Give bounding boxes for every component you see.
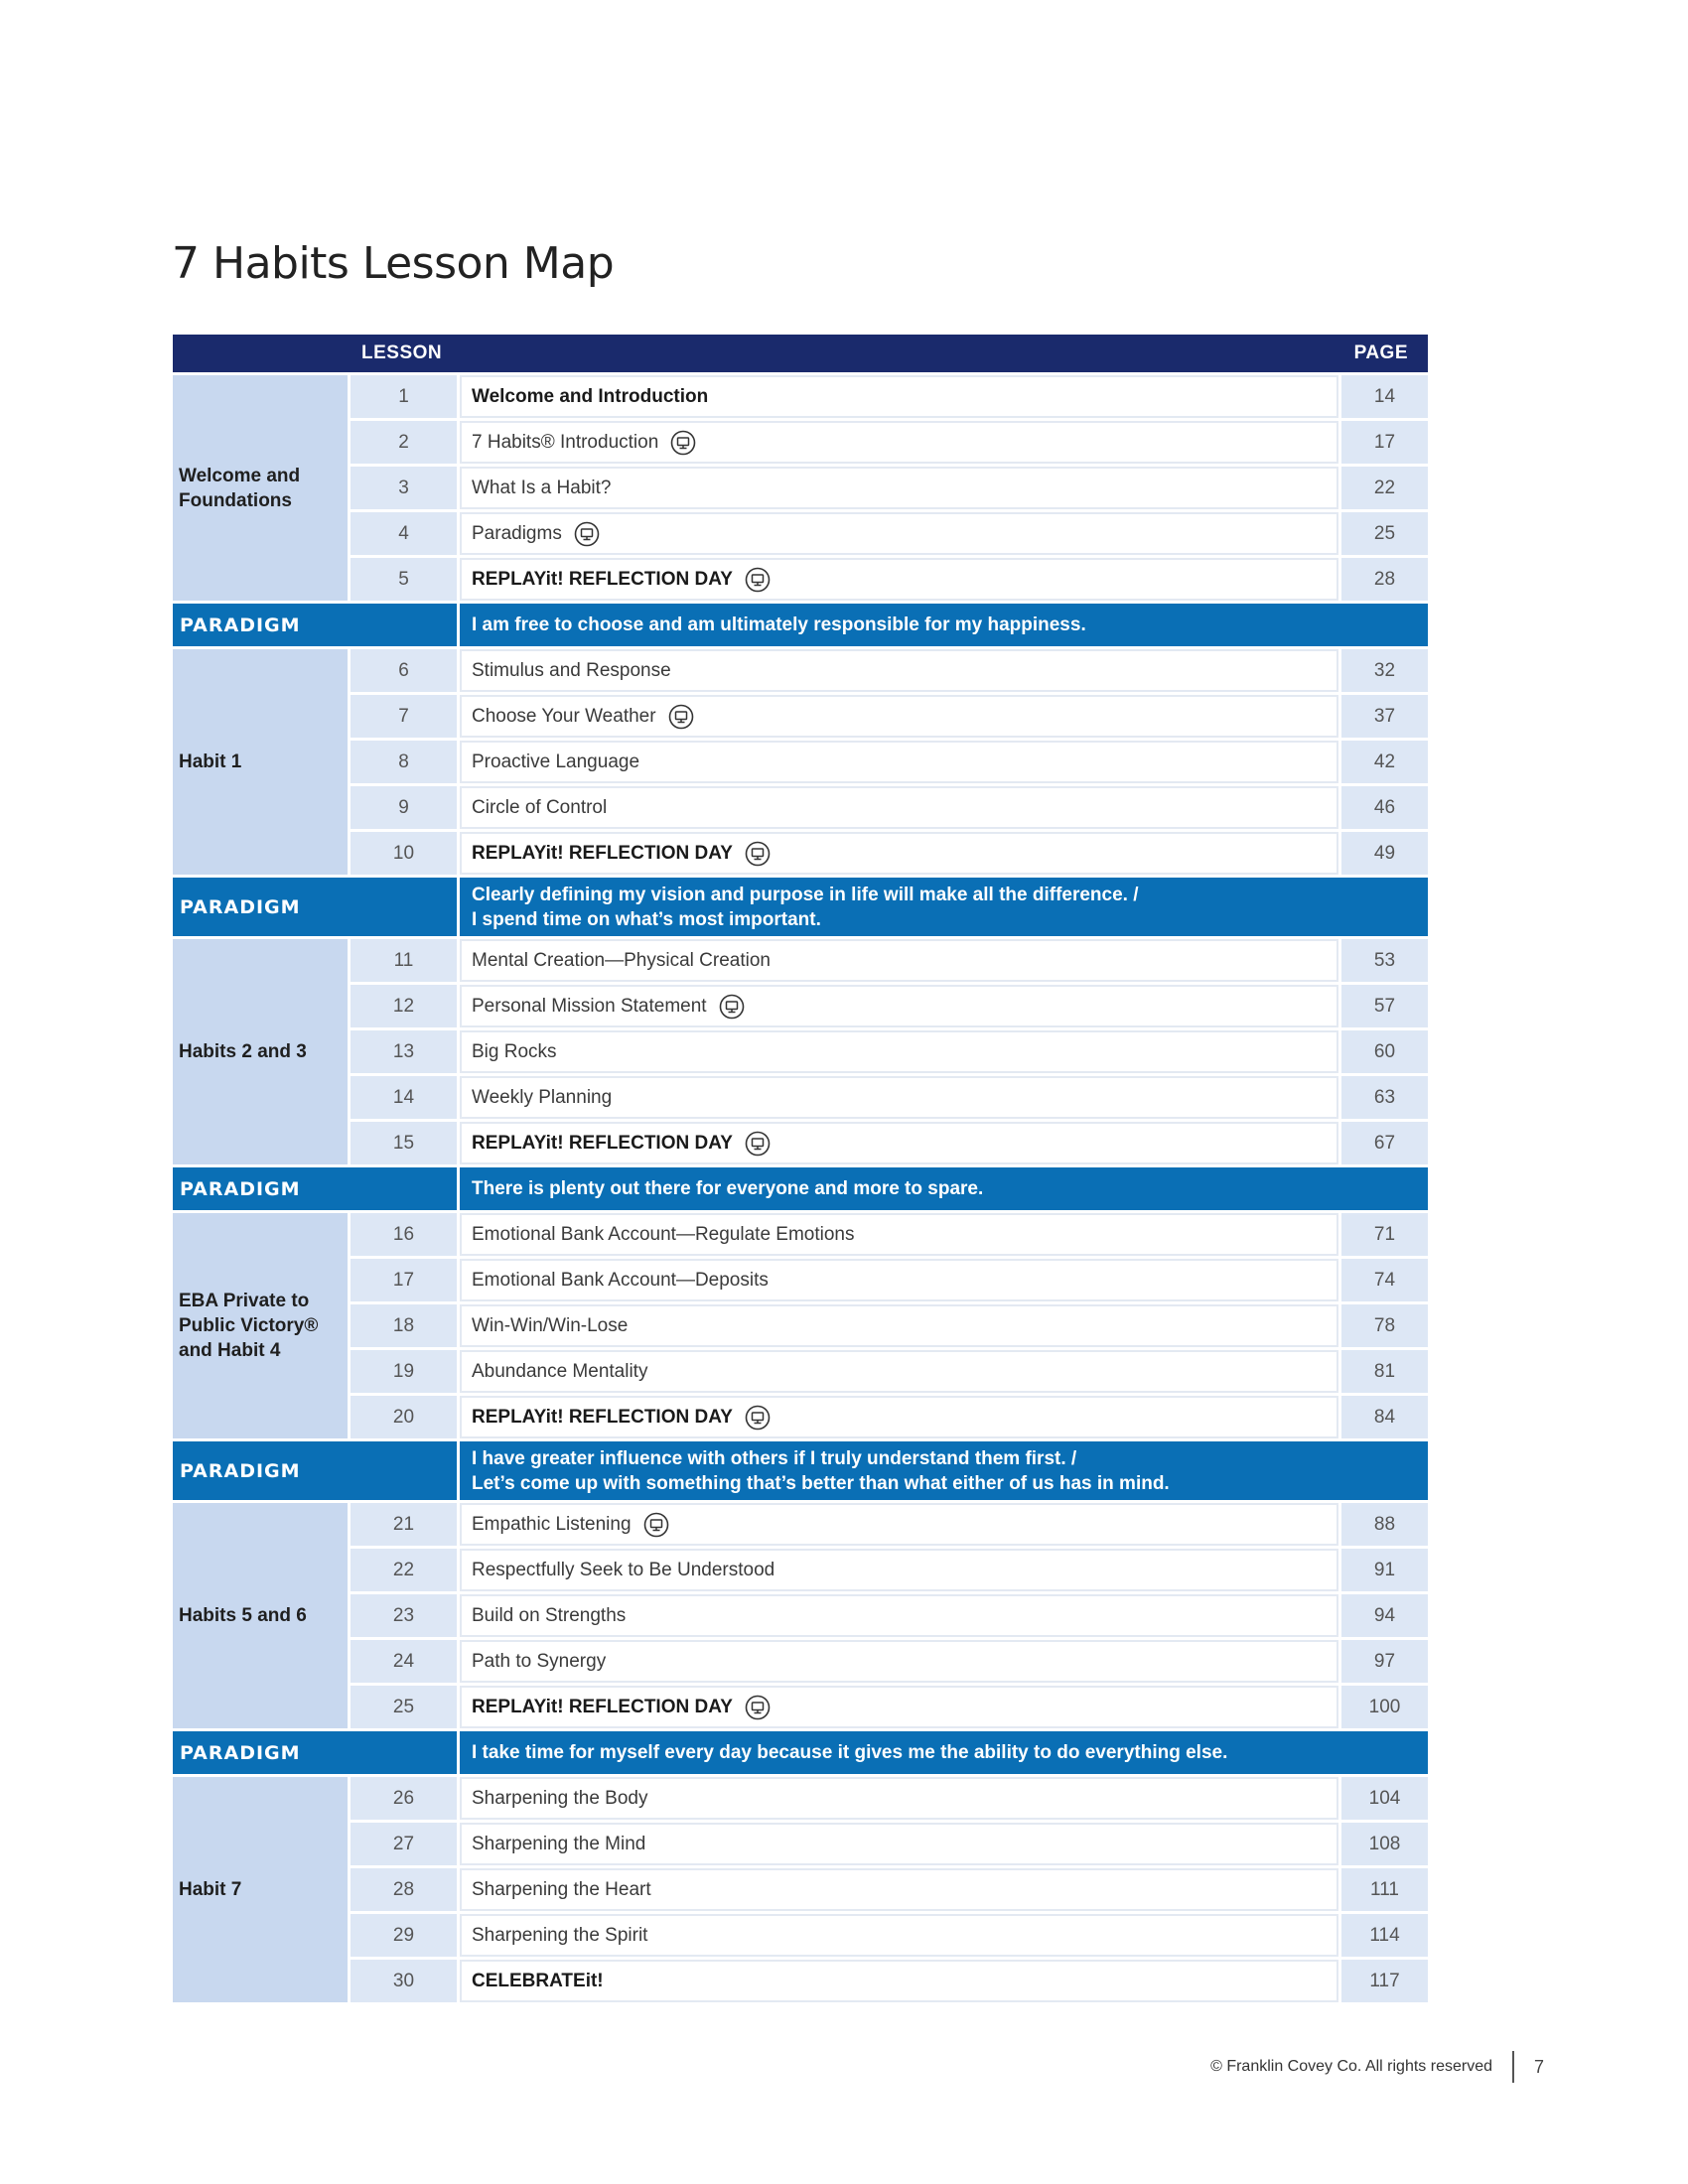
lesson-title: Mental Creation—Physical Creation [472, 949, 771, 971]
lesson-row [351, 1594, 1428, 1637]
lesson-number: 14 [351, 1076, 457, 1119]
section [173, 649, 1428, 875]
paradigm-statement-cell [460, 1731, 1428, 1774]
lesson-title-cell [460, 1122, 1338, 1164]
lesson-row [351, 1122, 1428, 1164]
lesson-rows [351, 1213, 1428, 1438]
monitor-icon [745, 1131, 771, 1157]
lesson-title: Sharpening the Heart [472, 1878, 651, 1900]
lesson-row [351, 512, 1428, 555]
lesson-number: 9 [351, 786, 457, 829]
lesson-rows [351, 649, 1428, 875]
paradigm-label: PARADIGM [173, 1167, 457, 1210]
lesson-number: 26 [351, 1777, 457, 1820]
page-number-cell: 108 [1341, 1823, 1428, 1865]
lesson-row [351, 467, 1428, 509]
lesson-row [351, 939, 1428, 982]
lesson-number: 3 [351, 467, 457, 509]
section [173, 1777, 1428, 2002]
lesson-title-cell [460, 832, 1338, 875]
lesson-number: 7 [351, 695, 457, 738]
page-number-cell: 114 [1341, 1914, 1428, 1957]
paradigm-label: PARADIGM [173, 1441, 457, 1500]
lesson-title-cell [460, 649, 1338, 692]
lesson-title: Build on Strengths [472, 1604, 627, 1626]
lesson-title: REPLAYit! REFLECTION DAY [472, 1132, 733, 1154]
page-column-header: PAGE [1353, 342, 1408, 363]
lesson-title-cell [460, 1396, 1338, 1438]
lesson-row [351, 1868, 1428, 1911]
lesson-number: 13 [351, 1030, 457, 1073]
lesson-title: REPLAYit! REFLECTION DAY [472, 842, 733, 864]
lesson-title-cell [460, 1259, 1338, 1301]
lesson-title-cell [460, 421, 1338, 464]
lesson-title-cell [460, 1304, 1338, 1347]
lesson-title: CELEBRATEit! [472, 1970, 604, 1991]
lesson-number: 2 [351, 421, 457, 464]
paradigm-statement: There is plenty out there for everyone and more to spare. [472, 1178, 984, 1199]
page-number-cell: 88 [1341, 1503, 1428, 1546]
lesson-number: 1 [351, 375, 457, 418]
lesson-title-cell [460, 786, 1338, 829]
lesson-title: Empathic Listening [472, 1513, 632, 1535]
paradigm-row [173, 1731, 1428, 1774]
monitor-icon [670, 430, 696, 456]
paradigm-row [173, 604, 1428, 646]
lesson-title: Welcome and Introduction [472, 385, 709, 407]
page-number-cell: 60 [1341, 1030, 1428, 1073]
lesson-number: 12 [351, 985, 457, 1027]
page-title: 7 Habits Lesson Map [172, 238, 615, 289]
section [173, 375, 1428, 601]
lesson-title-cell [460, 375, 1338, 418]
lesson-number: 19 [351, 1350, 457, 1393]
lesson-row [351, 1777, 1428, 1820]
lesson-number: 6 [351, 649, 457, 692]
lesson-title-cell [460, 1823, 1338, 1865]
lesson-title: Paradigms [472, 522, 562, 544]
lesson-column-header: LESSON [361, 342, 443, 363]
lesson-title: Stimulus and Response [472, 659, 671, 681]
section-label: Habits 2 and 3 [173, 939, 348, 1164]
lesson-row [351, 832, 1428, 875]
lesson-row [351, 1960, 1428, 2002]
page-number-cell: 67 [1341, 1122, 1428, 1164]
lesson-number: 23 [351, 1594, 457, 1637]
lesson-title-cell [460, 558, 1338, 601]
lesson-row [351, 1823, 1428, 1865]
lesson-title-cell [460, 1594, 1338, 1637]
lesson-number: 22 [351, 1549, 457, 1591]
lesson-number: 16 [351, 1213, 457, 1256]
lesson-title: Big Rocks [472, 1040, 557, 1062]
section-label: EBA Private to Public Victory® and Habit 4 [173, 1213, 348, 1438]
lesson-row [351, 1030, 1428, 1073]
lesson-row [351, 421, 1428, 464]
page-number: 7 [1533, 2056, 1544, 2077]
lesson-number: 8 [351, 741, 457, 783]
lesson-title: Sharpening the Mind [472, 1833, 646, 1854]
monitor-icon [719, 994, 745, 1020]
lesson-title: Respectfully Seek to Be Understood [472, 1559, 775, 1580]
page-number-cell: 53 [1341, 939, 1428, 982]
lesson-title-cell [460, 467, 1338, 509]
lesson-title: Weekly Planning [472, 1086, 613, 1108]
paradigm-row [173, 1441, 1428, 1500]
page-number-cell: 49 [1341, 832, 1428, 875]
lesson-title-cell [460, 939, 1338, 982]
lesson-title-cell [460, 1960, 1338, 2002]
lesson-row [351, 786, 1428, 829]
lesson-title: Path to Synergy [472, 1650, 607, 1672]
section [173, 1503, 1428, 1728]
paradigm-statement-cell [460, 878, 1428, 936]
lesson-number: 21 [351, 1503, 457, 1546]
lesson-title-cell [460, 1503, 1338, 1546]
lesson-title: 7 Habits® Introduction [472, 431, 659, 453]
lesson-number: 30 [351, 1960, 457, 2002]
lesson-row [351, 1213, 1428, 1256]
lesson-title: Win-Win/Win-Lose [472, 1314, 629, 1336]
lesson-row [351, 375, 1428, 418]
lesson-number: 4 [351, 512, 457, 555]
paradigm-statement: I take time for myself every day because it gives me the ability to do everything else. [472, 1742, 1228, 1763]
page-number-cell: 104 [1341, 1777, 1428, 1820]
lesson-row [351, 1396, 1428, 1438]
footer [1210, 2051, 1544, 2083]
lesson-title: REPLAYit! REFLECTION DAY [472, 1406, 733, 1428]
lesson-row [351, 985, 1428, 1027]
lesson-title: Emotional Bank Account—Deposits [472, 1269, 769, 1291]
page-number-cell: 22 [1341, 467, 1428, 509]
lesson-title: Abundance Mentality [472, 1360, 648, 1382]
lesson-number: 27 [351, 1823, 457, 1865]
lesson-title-cell [460, 1777, 1338, 1820]
lesson-number: 10 [351, 832, 457, 875]
paradigm-statement-cell [460, 1167, 1428, 1210]
lesson-row [351, 649, 1428, 692]
table-header [173, 335, 1428, 372]
monitor-icon [745, 1695, 771, 1720]
page-number-cell: 42 [1341, 741, 1428, 783]
lesson-map-table [173, 335, 1428, 2002]
lesson-title: REPLAYit! REFLECTION DAY [472, 1696, 733, 1717]
lesson-row [351, 1076, 1428, 1119]
lesson-row [351, 1686, 1428, 1728]
lesson-title-cell [460, 985, 1338, 1027]
lesson-rows [351, 939, 1428, 1164]
lesson-number: 5 [351, 558, 457, 601]
page-number-cell: 117 [1341, 1960, 1428, 2002]
monitor-icon [668, 704, 694, 730]
lesson-number: 17 [351, 1259, 457, 1301]
lesson-number: 18 [351, 1304, 457, 1347]
lesson-rows [351, 1777, 1428, 2002]
lesson-title: Sharpening the Spirit [472, 1924, 648, 1946]
lesson-row [351, 558, 1428, 601]
lesson-title-cell [460, 1686, 1338, 1728]
lesson-row [351, 741, 1428, 783]
lesson-title-cell [460, 1549, 1338, 1591]
page-number-cell: 94 [1341, 1594, 1428, 1637]
monitor-icon [745, 841, 771, 867]
page-number-cell: 17 [1341, 421, 1428, 464]
lesson-row [351, 1503, 1428, 1546]
paradigm-label: PARADIGM [173, 604, 457, 646]
page-number-cell: 74 [1341, 1259, 1428, 1301]
lesson-title-cell [460, 1030, 1338, 1073]
lesson-title-cell [460, 1213, 1338, 1256]
lesson-title: Circle of Control [472, 796, 608, 818]
lesson-row [351, 1304, 1428, 1347]
monitor-icon [574, 521, 600, 547]
page-number-cell: 84 [1341, 1396, 1428, 1438]
page-number-cell: 111 [1341, 1868, 1428, 1911]
lesson-title: Sharpening the Body [472, 1787, 648, 1809]
section-label: Habits 5 and 6 [173, 1503, 348, 1728]
section-label: Habit 7 [173, 1777, 348, 2002]
lesson-title-cell [460, 695, 1338, 738]
paradigm-label: PARADIGM [173, 1731, 457, 1774]
section-label: Welcome and Foundations [173, 375, 348, 601]
copyright-text: © Franklin Covey Co. All rights reserved [1210, 2058, 1492, 2075]
page-number-cell: 78 [1341, 1304, 1428, 1347]
section-label: Habit 1 [173, 649, 348, 875]
lesson-number: 11 [351, 939, 457, 982]
paradigm-statement: Clearly defining my vision and purpose in life will make all the difference. / I spend time on what’s most important. [472, 884, 1139, 930]
sections-container [173, 375, 1428, 2002]
page-number-cell: 37 [1341, 695, 1428, 738]
lesson-title: REPLAYit! REFLECTION DAY [472, 568, 733, 590]
lesson-title: Choose Your Weather [472, 705, 656, 727]
page-number-cell: 81 [1341, 1350, 1428, 1393]
lesson-row [351, 1259, 1428, 1301]
page-number-cell: 25 [1341, 512, 1428, 555]
lesson-title-cell [460, 741, 1338, 783]
lesson-number: 29 [351, 1914, 457, 1957]
lesson-title-cell [460, 1914, 1338, 1957]
paradigm-row [173, 878, 1428, 936]
monitor-icon [745, 567, 771, 593]
lesson-title-cell [460, 1350, 1338, 1393]
paradigm-statement-cell [460, 604, 1428, 646]
lesson-rows [351, 375, 1428, 601]
lesson-title: Personal Mission Statement [472, 995, 707, 1017]
page-number-cell: 91 [1341, 1549, 1428, 1591]
page-number-cell: 97 [1341, 1640, 1428, 1683]
lesson-row [351, 1350, 1428, 1393]
lesson-number: 15 [351, 1122, 457, 1164]
page-number-cell: 57 [1341, 985, 1428, 1027]
lesson-title-cell [460, 1640, 1338, 1683]
lesson-number: 28 [351, 1868, 457, 1911]
footer-divider [1512, 2051, 1514, 2083]
lesson-rows [351, 1503, 1428, 1728]
page-number-cell: 14 [1341, 375, 1428, 418]
page-number-cell: 71 [1341, 1213, 1428, 1256]
lesson-title-cell [460, 512, 1338, 555]
paradigm-label: PARADIGM [173, 878, 457, 936]
section [173, 939, 1428, 1164]
page-number-cell: 32 [1341, 649, 1428, 692]
monitor-icon [643, 1512, 669, 1538]
section [173, 1213, 1428, 1438]
page-number-cell: 46 [1341, 786, 1428, 829]
lesson-number: 24 [351, 1640, 457, 1683]
lesson-row [351, 695, 1428, 738]
lesson-row [351, 1640, 1428, 1683]
page-number-cell: 28 [1341, 558, 1428, 601]
lesson-title-cell [460, 1076, 1338, 1119]
paradigm-row [173, 1167, 1428, 1210]
lesson-number: 25 [351, 1686, 457, 1728]
paradigm-statement-cell [460, 1441, 1428, 1500]
lesson-row [351, 1914, 1428, 1957]
lesson-title-cell [460, 1868, 1338, 1911]
page-number-cell: 63 [1341, 1076, 1428, 1119]
paradigm-statement: I have greater influence with others if I truly understand them first. / Let’s come up with something that’s better than what either of us has in mind. [472, 1447, 1170, 1494]
lesson-title: What Is a Habit? [472, 477, 612, 498]
lesson-title: Emotional Bank Account—Regulate Emotions [472, 1223, 855, 1245]
lesson-row [351, 1549, 1428, 1591]
monitor-icon [745, 1405, 771, 1431]
paradigm-statement: I am free to choose and am ultimately responsible for my happiness. [472, 614, 1086, 635]
lesson-title: Proactive Language [472, 751, 640, 772]
lesson-number: 20 [351, 1396, 457, 1438]
page-number-cell: 100 [1341, 1686, 1428, 1728]
